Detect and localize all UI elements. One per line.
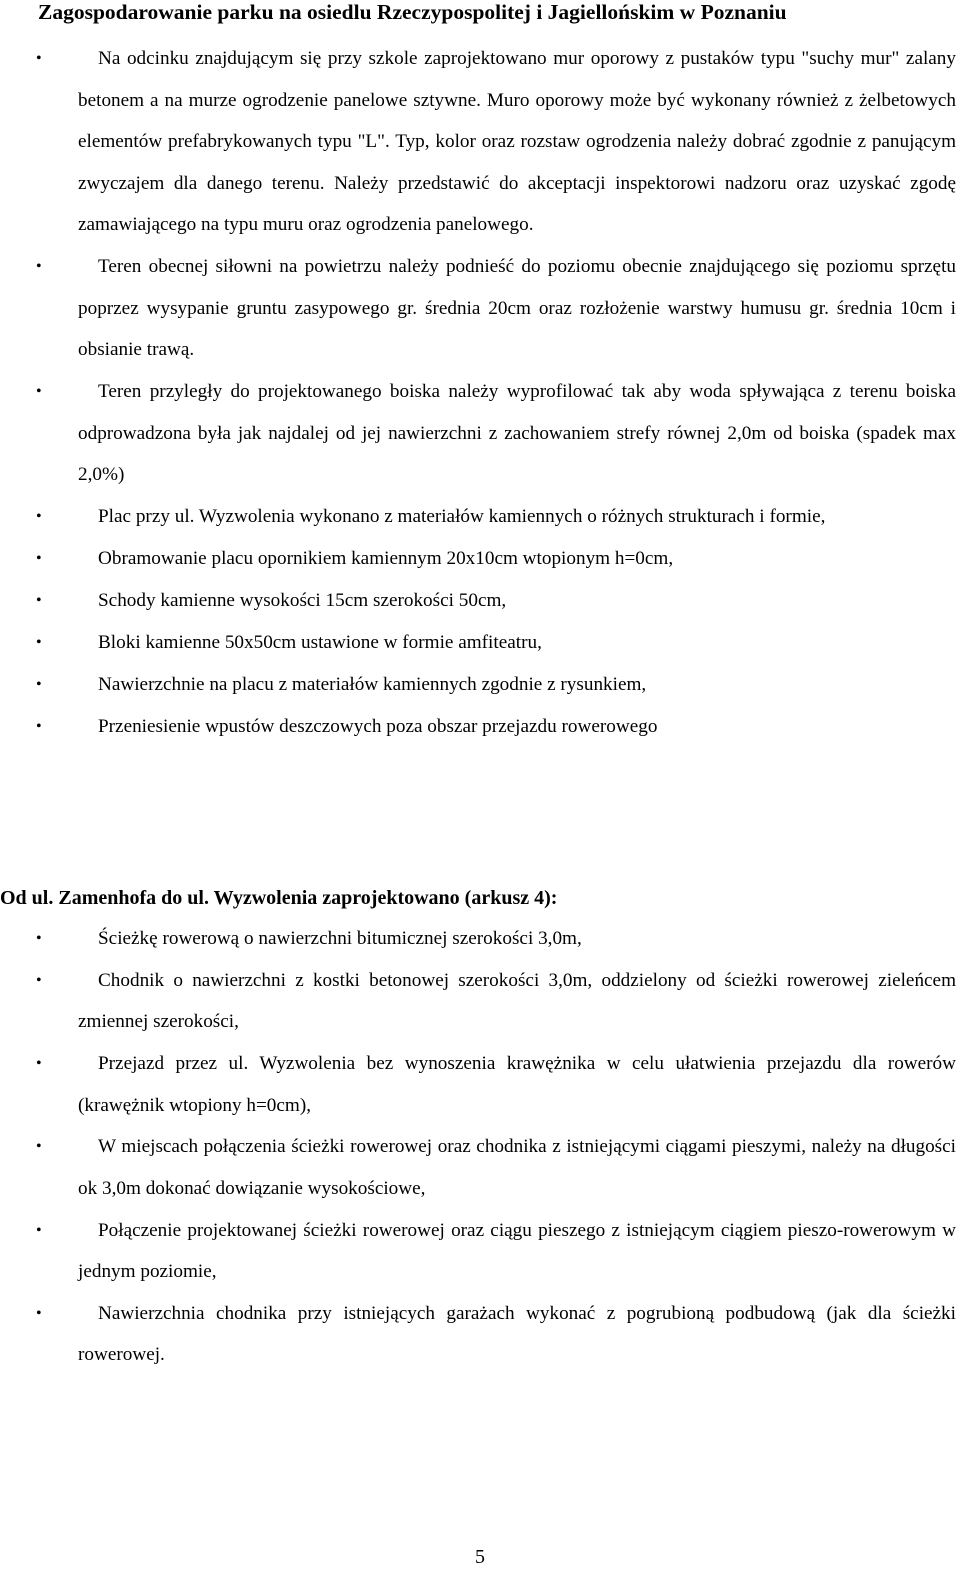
list-item: [0, 1293, 960, 1376]
bullet-list-section2: [0, 918, 960, 1376]
bullet-icon: •: [36, 50, 42, 67]
list-item: [0, 1126, 960, 1209]
list-item-text: Na odcinku znajdującym się przy szkole zaprojektowano mur oporowy z pustaków typu "suchy mur" zalany betonem a na murze ogrodzenie panelowe sztywne. Muro oporowy może być wykonany również z żelbetowych elementów prefabrykowanych typu "L". Typ, kolor oraz rozstaw ogrodzenia należy dobrać zgodnie z panującym zwyczajem dla danego terenu. Należy przedstawić do akceptacji inspektorowi nadzoru oraz uzyskać zgodę zamawiającego na typu muru oraz ogrodzenia panelowego.: [78, 48, 956, 235]
list-item: [0, 246, 960, 371]
list-item-text: Nawierzchnia chodnika przy istniejących garażach wykonać z pogrubioną podbudową (jak dla ścieżki rowerowej.: [78, 1302, 956, 1366]
list-item: [0, 706, 960, 748]
list-item-text: Przeniesienie wpustów deszczowych poza obszar przejazdu rowerowego: [98, 716, 658, 737]
list-item: [0, 538, 960, 580]
list-item: [0, 38, 960, 246]
list-item: [0, 580, 960, 622]
list-item-text: Plac przy ul. Wyzwolenia wykonano z materiałów kamiennych o różnych strukturach i formie,: [98, 506, 826, 527]
bullet-icon: •: [36, 592, 42, 609]
bullet-icon: •: [36, 930, 42, 947]
bullet-list-main: [0, 38, 960, 748]
list-item: [0, 371, 960, 496]
bullet-icon: •: [36, 971, 42, 989]
bullet-icon: •: [36, 258, 42, 275]
bullet-icon: •: [36, 550, 42, 567]
list-item: [0, 960, 960, 1043]
bullet-icon: •: [36, 1055, 42, 1073]
page-header: Zagospodarowanie parku na osiedlu Rzeczypospolitej i Jagiellońskim w Poznaniu: [38, 0, 787, 24]
list-item-text: W miejscach połączenia ścieżki rowerowej oraz chodnika z istniejącymi ciągami pieszymi, należy na długości ok 3,0m dokonać dowiązanie wysokościowe,: [78, 1136, 956, 1199]
list-item-text: Schody kamienne wysokości 15cm szerokości 50cm,: [98, 590, 507, 611]
list-item-text: Teren przyległy do projektowanego boiska należy wyprofilować tak aby woda spływająca z terenu boiska odprowadzona była jak najdalej od jej nawierzchni z zachowaniem strefy równej 2,0m od boiska (spadek max 2,0%): [78, 381, 956, 485]
bullet-icon: •: [36, 1304, 42, 1322]
list-item: [0, 622, 960, 664]
list-item-text: Przejazd przez ul. Wyzwolenia bez wynoszenia krawężnika w celu ułatwienia przejazdu dla rowerów (krawężnik wtopiony h=0cm),: [78, 1053, 956, 1116]
bullet-icon: •: [36, 634, 42, 651]
list-item-text: Połączenie projektowanej ścieżki rowerowej oraz ciągu pieszego z istniejącym ciągiem pieszo-rowerowym w jednym poziomie,: [78, 1219, 956, 1283]
bullet-icon: •: [36, 1221, 42, 1239]
bullet-icon: •: [36, 676, 42, 693]
list-item: [0, 1043, 960, 1126]
bullet-icon: •: [36, 718, 42, 735]
bullet-icon: •: [36, 383, 42, 400]
list-item: [0, 664, 960, 706]
bullet-icon: •: [36, 508, 42, 525]
list-item-text: Chodnik o nawierzchni z kostki betonowej szerokości 3,0m, oddzielony od ścieżki rowerowej zieleńcem zmiennej szerokości,: [78, 969, 956, 1033]
list-item: [0, 496, 960, 538]
list-item-text: Teren obecnej siłowni na powietrzu należy podnieść do poziomu obecnie znajdującego się poziomu sprzętu poprzez wysypanie gruntu zasypowego gr. średnia 20cm oraz rozłożenie warstwy humusu gr. średnia 10cm i obsianie trawą.: [78, 256, 956, 360]
list-item-text: Obramowanie placu opornikiem kamiennym 20x10cm wtopionym h=0cm,: [98, 548, 674, 569]
list-item-text: Nawierzchnie na placu z materiałów kamiennych zgodnie z rysunkiem,: [98, 674, 647, 695]
section-heading: Od ul. Zamenhofa do ul. Wyzwolenia zaprojektowano (arkusz 4):: [0, 887, 558, 909]
page-number: 5: [475, 1546, 485, 1568]
bullet-icon: •: [36, 1138, 42, 1156]
list-item: [0, 918, 960, 960]
list-item-text: Ścieżkę rowerową o nawierzchni bitumicznej szerokości 3,0m,: [98, 928, 582, 949]
list-item-text: Bloki kamienne 50x50cm ustawione w formie amfiteatru,: [98, 632, 542, 653]
list-item: [0, 1210, 960, 1293]
